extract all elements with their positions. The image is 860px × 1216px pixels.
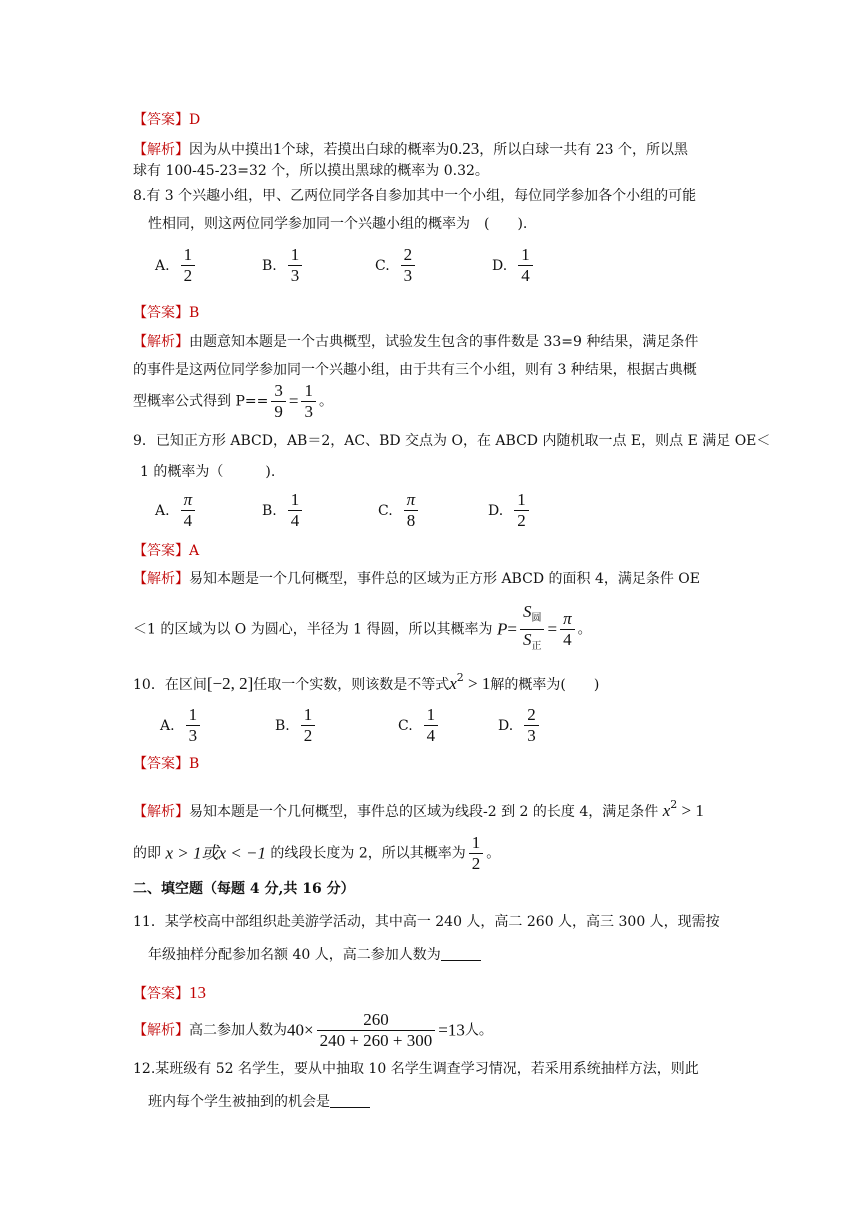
denominator: 3 <box>186 725 201 746</box>
q8-stem-line2: 性相同，则这两位同学参加同一个兴趣小组的概率为 ( ). <box>148 216 528 232</box>
q7-analysis-text: 因为从中摸出 <box>189 142 273 158</box>
period: 。 <box>318 393 333 410</box>
answer-tag: 【答案】 <box>133 305 189 321</box>
q9-option-b <box>262 490 305 531</box>
equals: = <box>547 619 558 639</box>
numerator: π <box>183 490 193 509</box>
denominator: 3 <box>288 265 303 286</box>
numerator: 260 <box>363 1010 389 1029</box>
fraction <box>404 490 419 531</box>
q11-stem-line2 <box>148 945 481 965</box>
numerator: 1 <box>303 705 313 724</box>
q7-analysis-line1 <box>133 139 688 160</box>
q7-answer: D <box>189 112 201 128</box>
period: 。 <box>577 621 592 638</box>
q7-analysis-text-post: ，所以白球一共有 23 个，所以黑 <box>479 142 688 158</box>
fraction <box>514 490 529 531</box>
numerator: 1 <box>290 245 300 264</box>
q7-analysis-text-mid: 个球，若摸出白球的概率为 <box>281 142 450 158</box>
q8-answer-line <box>133 303 199 323</box>
q7-probability: 0.23 <box>449 139 480 158</box>
denominator: 3 <box>301 401 316 422</box>
option-label: D. <box>498 717 514 734</box>
fraction <box>181 490 196 531</box>
result: =13 <box>438 1020 465 1040</box>
option-label: C. <box>378 502 393 519</box>
option-label: C. <box>375 257 390 274</box>
denominator: 3 <box>401 265 416 286</box>
q7-answer-line <box>133 110 200 130</box>
answer-tag: 【答案】 <box>133 543 189 559</box>
q10-stem-text-mid: 任取一个实数，则该数是不等式 <box>253 677 450 693</box>
q10-option-a <box>160 705 203 746</box>
fraction <box>271 381 286 422</box>
q10-answer: B <box>189 756 200 772</box>
interval: [−2, 2] <box>206 674 254 693</box>
denominator: 9 <box>271 401 286 422</box>
fraction <box>424 705 439 746</box>
q8-analysis-line1 <box>133 332 698 352</box>
q8-option-c <box>375 245 418 286</box>
probability-symbol: P <box>497 619 508 639</box>
fraction <box>301 705 316 746</box>
denominator: 2 <box>181 265 196 286</box>
answer-blank <box>441 946 481 961</box>
q8-analysis-text: 型概率公式得到 P== <box>133 393 269 410</box>
denominator: 2 <box>514 510 529 531</box>
numerator: π <box>563 609 572 628</box>
q10-stem-text: 10．在区间 <box>133 677 207 693</box>
fraction <box>301 381 316 422</box>
q9-answer: A <box>189 543 200 559</box>
q12-stem-line2 <box>148 1092 370 1112</box>
denominator: 4 <box>560 629 575 650</box>
area-symbol: S <box>522 602 532 621</box>
denominator: 4 <box>181 510 196 531</box>
q8-option-b <box>262 245 305 286</box>
q10-stem-text-post: 解的概率为( ) <box>490 677 600 693</box>
fraction <box>469 833 484 874</box>
numerator: 1 <box>304 381 313 400</box>
equals: = <box>288 391 299 411</box>
q11-analysis-text: 高二参加人数为 <box>189 1022 287 1039</box>
inequality: > 1 <box>463 674 491 693</box>
numerator: 1 <box>517 490 526 509</box>
numerator <box>520 602 545 629</box>
numerator: 1 <box>521 245 530 264</box>
q9-stem-line1: 9．已知正方形 ABCD，AB＝2，AC、BD 交点为 O，在 ABCD 内随机取一点 E，则点 E 满足 OE＜ <box>133 433 771 449</box>
option-label: D. <box>488 502 504 519</box>
q7-one: 1 <box>273 139 282 158</box>
option-label: B. <box>262 257 277 274</box>
q10-analysis-line2 <box>133 833 500 874</box>
q10-analysis-text: 的即 <box>133 845 161 862</box>
q11-analysis-text-post: 人。 <box>464 1022 493 1039</box>
answer-tag: 【答案】 <box>133 112 189 128</box>
q9-option-c <box>378 490 421 531</box>
fraction <box>524 705 539 746</box>
variable-x: x <box>662 801 671 820</box>
numerator: 1 <box>188 705 198 724</box>
inequality: > 1 <box>677 801 704 820</box>
option-label: A. <box>155 257 170 274</box>
q8-analysis-line2: 的事件是这两位同学参加同一个兴趣小组，由于共有三个小组，则有 3 种结果，根据古典概 <box>133 362 697 378</box>
numerator: 3 <box>274 381 283 400</box>
q9-option-d <box>488 490 532 531</box>
numerator: 1 <box>290 490 300 509</box>
fraction <box>317 1010 436 1051</box>
q8-analysis-line3 <box>133 381 333 422</box>
exponent: 2 <box>456 671 464 684</box>
inequality: x > 1或x < −1 <box>165 843 266 863</box>
numerator: 1 <box>471 833 481 852</box>
q10-stem <box>133 668 599 695</box>
denominator: 3 <box>524 725 539 746</box>
q11-answer: 13 <box>189 983 206 1002</box>
fraction <box>181 245 196 286</box>
analysis-tag: 【解析】 <box>133 142 189 158</box>
q10-option-d <box>498 705 542 746</box>
q8-answer: B <box>189 305 200 321</box>
q9-analysis-text: 易知本题是一个几何概型，事件总的区域为正方形 ABCD 的面积 4，满足条件 OE <box>189 571 700 587</box>
q8-option-d <box>492 245 536 286</box>
option-label: D. <box>492 257 508 274</box>
analysis-tag: 【解析】 <box>133 334 189 350</box>
q8-stem-line1: 8.有 3 个兴趣小组，甲、乙两位同学各自参加其中一个小组，每位同学参加各个小组的可能 <box>133 188 697 204</box>
q10-answer-line <box>133 754 199 774</box>
numerator: 2 <box>527 705 536 724</box>
q9-answer-line <box>133 541 199 561</box>
fraction <box>288 490 303 531</box>
q12-stem-line1: 12.某班级有 52 名学生，要从中抽取 10 名学生调查学习情况，若采用系统抽样方法，则此 <box>133 1061 699 1077</box>
q10-option-b <box>275 705 318 746</box>
option-label: A. <box>155 502 170 519</box>
subscript-circle: 圆 <box>531 613 542 624</box>
q9-stem-line2: 1 的概率为（ ). <box>140 464 276 480</box>
q8-analysis-text: 由题意知本题是一个古典概型，试验发生包含的事件数是 33=9 种结果，满足条件 <box>189 334 699 350</box>
equals: = <box>507 619 517 639</box>
q11-answer-line <box>133 983 206 1004</box>
denominator: 2 <box>469 853 484 874</box>
q9-option-a <box>155 490 198 531</box>
variable-x: x <box>449 674 457 693</box>
denominator: 2 <box>301 725 316 746</box>
q10-option-c <box>398 705 441 746</box>
subscript-square: 正 <box>531 641 542 652</box>
multiplier: 40× <box>287 1020 314 1040</box>
q9-analysis-text: ＜1 的区域为以 O 为圆心，半径为 1 得圆，所以其概率为 <box>133 621 493 638</box>
numerator: 2 <box>403 245 413 264</box>
denominator: 240 + 260 + 300 <box>317 1030 436 1051</box>
exponent: 2 <box>670 798 678 811</box>
option-label: B. <box>275 717 290 734</box>
fraction <box>186 705 201 746</box>
q10-analysis-line1 <box>133 795 704 822</box>
q10-analysis-text: 易知本题是一个几何概型，事件总的区域为线段-2 到 2 的长度 4，满足条件 <box>189 804 659 820</box>
period: 。 <box>486 845 501 862</box>
q7-analysis-line2: 球有 100-45-23=32 个，所以摸出黑球的概率为 0.32。 <box>133 163 489 179</box>
numerator: 1 <box>183 245 193 264</box>
fraction <box>560 609 575 650</box>
numerator: 1 <box>426 705 436 724</box>
area-symbol: S <box>522 630 532 649</box>
fraction <box>288 245 303 286</box>
denominator: 4 <box>288 510 303 531</box>
q9-analysis-line1 <box>133 569 700 589</box>
q11-stem-text: 年级抽样分配参加名额 40 人，高二参加人数为 <box>148 947 441 963</box>
q8-option-a <box>155 245 198 286</box>
option-label: B. <box>262 502 277 519</box>
q11-analysis-line <box>133 1010 493 1051</box>
answer-tag: 【答案】 <box>133 986 189 1002</box>
option-label: A. <box>160 717 175 734</box>
denominator: 8 <box>404 510 419 531</box>
numerator: π <box>406 490 416 509</box>
section-heading: 二、填空题（每题 4 分,共 16 分） <box>133 881 355 897</box>
answer-blank <box>330 1093 370 1108</box>
analysis-tag: 【解析】 <box>133 804 189 820</box>
option-label: C. <box>398 717 413 734</box>
denominator: 4 <box>518 265 533 286</box>
fraction <box>518 245 533 286</box>
q10-analysis-text-post: 的线段长度为 2，所以其概率为 <box>270 845 466 862</box>
fraction <box>520 602 545 657</box>
q12-stem-text: 班内每个学生被抽到的机会是 <box>148 1094 330 1110</box>
fraction <box>401 245 416 286</box>
denominator <box>520 629 545 657</box>
answer-tag: 【答案】 <box>133 756 189 772</box>
denominator: 4 <box>424 725 439 746</box>
analysis-tag: 【解析】 <box>133 1022 189 1039</box>
analysis-tag: 【解析】 <box>133 571 189 587</box>
q11-stem-line1: 11．某学校高中部组织赴美游学活动，其中高一 240 人，高二 260 人，高三 300 人，现需按 <box>133 914 720 930</box>
q9-analysis-line2 <box>133 602 592 657</box>
